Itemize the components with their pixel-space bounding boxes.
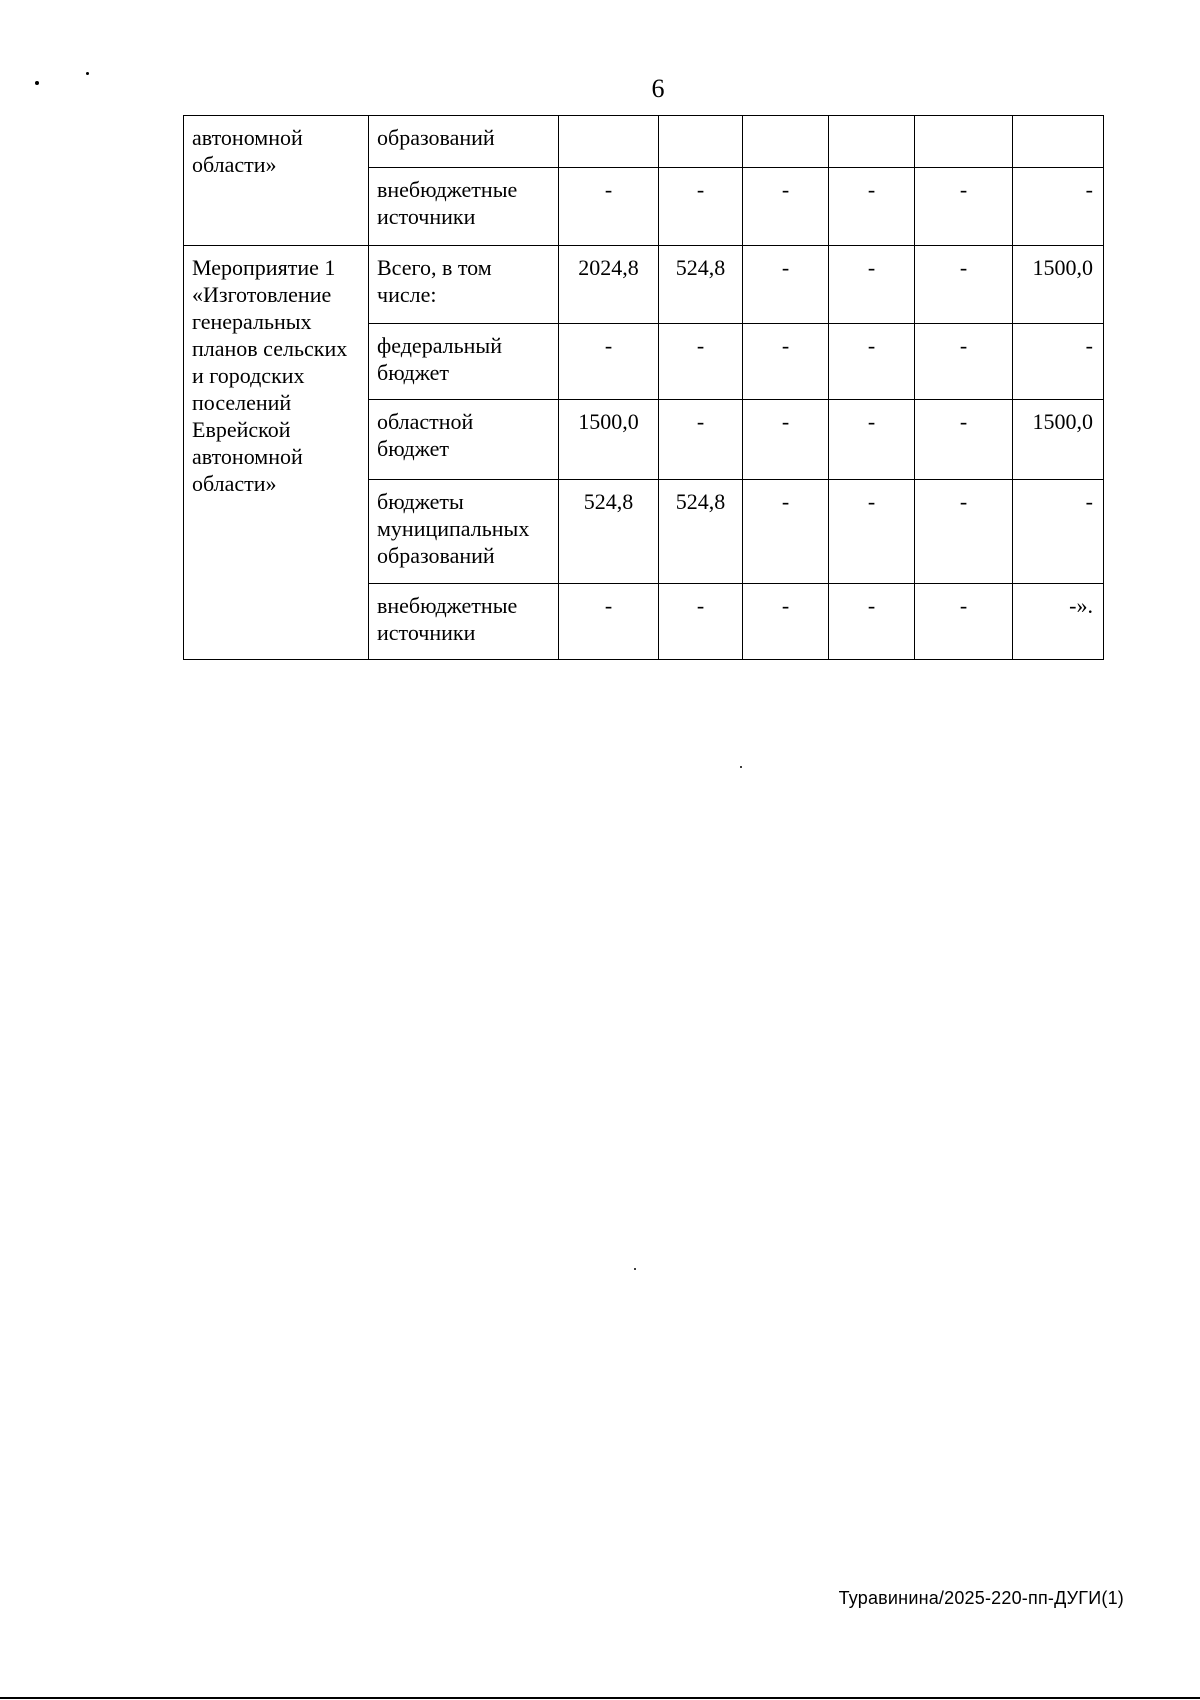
- value-cell: 524,8: [659, 246, 743, 324]
- value-cell: -: [743, 480, 829, 584]
- value-cell: -: [743, 584, 829, 660]
- bottom-rule: [0, 1697, 1200, 1699]
- funding-source: Всего, в том числе:: [369, 246, 559, 324]
- value-cell: -: [743, 246, 829, 324]
- value-cell: -: [559, 584, 659, 660]
- funding-source: образований: [369, 116, 559, 168]
- page-number: 6: [651, 74, 665, 103]
- scan-speck: [634, 1268, 636, 1270]
- activity-name: Мероприятие 1 «Изготовление генеральных планов сельских и городских поселений Еврейской автономной области»: [184, 246, 369, 660]
- funding-source: бюджеты муниципальных образований: [369, 480, 559, 584]
- value-cell: -: [1013, 324, 1104, 400]
- scan-speck: [740, 766, 742, 768]
- value-cell: -: [659, 584, 743, 660]
- value-cell: -: [743, 324, 829, 400]
- value-cell: -: [559, 324, 659, 400]
- table-row: [184, 246, 1104, 324]
- value-cell: -: [659, 168, 743, 246]
- document-code: Туравинина/2025-220-пп-ДУГИ(1): [838, 1588, 1124, 1608]
- value-cell: -: [659, 400, 743, 480]
- value-cell: [829, 116, 915, 168]
- value-cell: -: [915, 246, 1013, 324]
- value-cell: -: [829, 168, 915, 246]
- value-cell: 1500,0: [559, 400, 659, 480]
- table-row: [184, 116, 1104, 168]
- value-cell: -: [829, 324, 915, 400]
- value-cell: 1500,0: [1013, 246, 1104, 324]
- value-cell: -: [829, 584, 915, 660]
- activity-name: автономной области»: [184, 116, 369, 246]
- value-cell: [1013, 116, 1104, 168]
- value-cell: -: [1013, 480, 1104, 584]
- value-cell: 2024,8: [559, 246, 659, 324]
- funding-table: [183, 115, 1104, 660]
- value-cell: -: [829, 246, 915, 324]
- value-cell: -: [829, 480, 915, 584]
- value-cell: -: [915, 324, 1013, 400]
- value-cell: 1500,0: [1013, 400, 1104, 480]
- value-cell: -: [743, 400, 829, 480]
- value-cell: 524,8: [659, 480, 743, 584]
- value-cell: -: [915, 400, 1013, 480]
- funding-source: внебюджетные источники: [369, 584, 559, 660]
- value-cell: -».: [1013, 584, 1104, 660]
- value-cell: 524,8: [559, 480, 659, 584]
- funding-source: внебюджетные источники: [369, 168, 559, 246]
- value-cell: -: [829, 400, 915, 480]
- value-cell: -: [915, 168, 1013, 246]
- value-cell: -: [1013, 168, 1104, 246]
- funding-source: федеральный бюджет: [369, 324, 559, 400]
- value-cell: -: [659, 324, 743, 400]
- funding-source: областной бюджет: [369, 400, 559, 480]
- value-cell: [915, 116, 1013, 168]
- value-cell: [659, 116, 743, 168]
- value-cell: -: [559, 168, 659, 246]
- value-cell: [559, 116, 659, 168]
- value-cell: -: [915, 584, 1013, 660]
- value-cell: [743, 116, 829, 168]
- value-cell: -: [915, 480, 1013, 584]
- value-cell: -: [743, 168, 829, 246]
